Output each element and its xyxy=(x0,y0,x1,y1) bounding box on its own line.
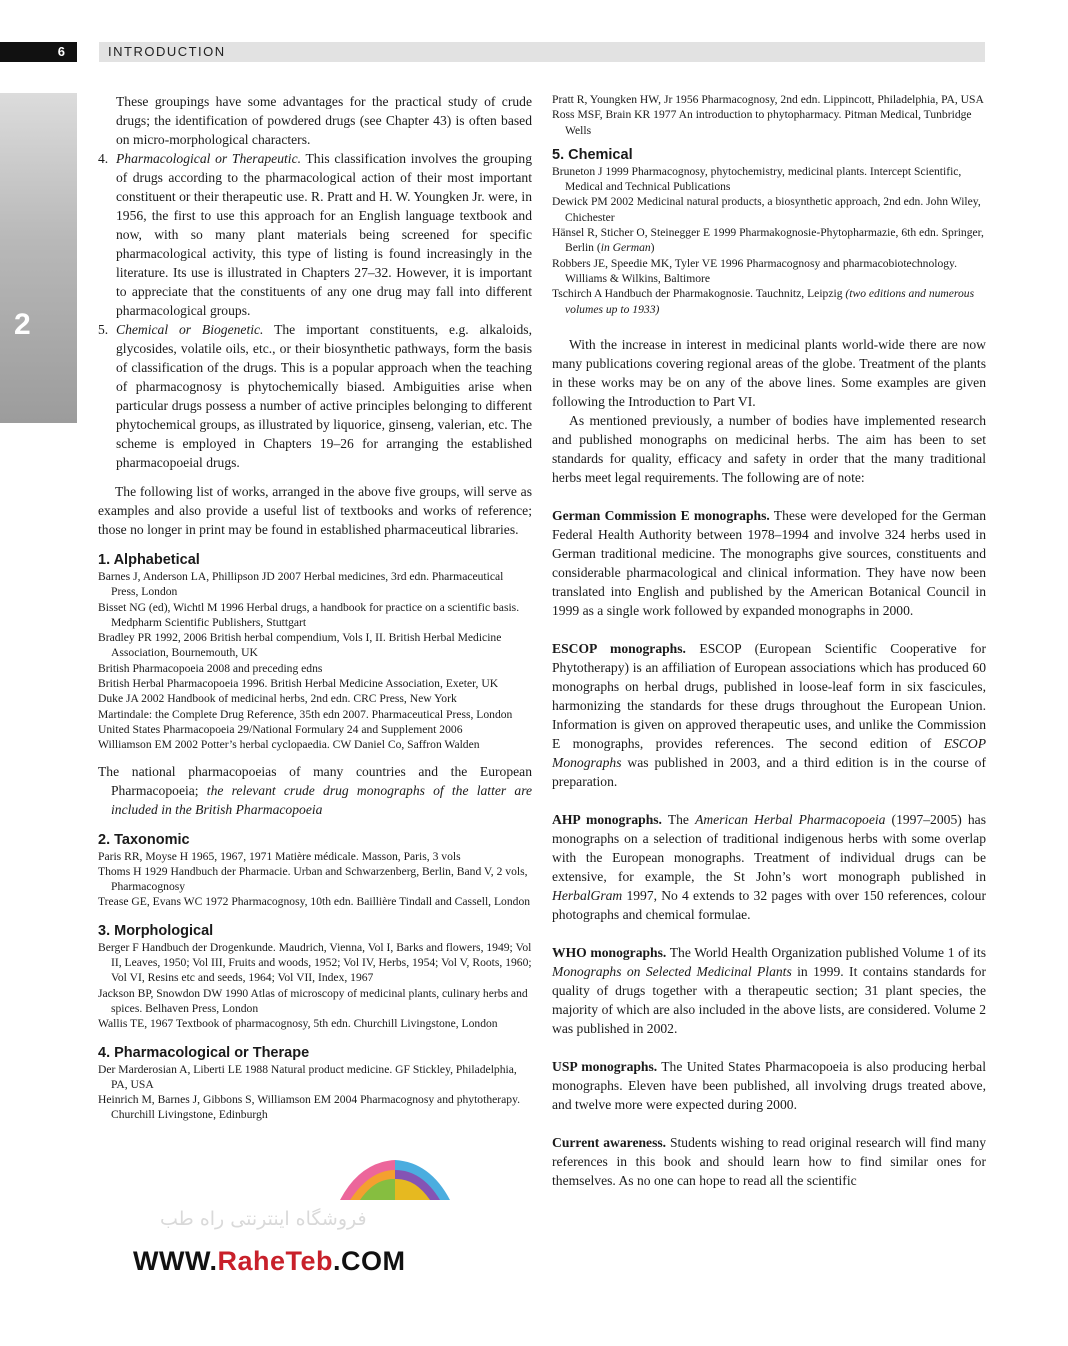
item-body xyxy=(116,320,532,472)
escop-paragraph xyxy=(552,639,986,791)
list-item-5 xyxy=(98,320,532,472)
left-column xyxy=(98,92,532,1123)
reference-item: Barnes J, Anderson LA, Phillipson JD 2007 Herbal medicines, 3rd edn. Pharmaceutical Press, London xyxy=(98,570,504,599)
item-number: 4. xyxy=(98,151,109,166)
paragraph-text: These were developed for the German Federal Health Authority between 1978–1994 and involve 324 herbs used in German traditional medicine. The monographs give sources, constituents and considerable pharmacological and clinical information. They have now been translated into English and published by the American Botanical Council in 1999 as a single work followed by expanded monographs in 2000. xyxy=(552,507,986,618)
ref-italic: (two editions and numerous volumes up to 1933) xyxy=(565,287,975,316)
reference-item xyxy=(552,225,986,256)
run-in-heading: WHO monographs. xyxy=(552,944,667,960)
reference-item: Wallis TE, 1967 Textbook of pharmacognosy, 5th edn. Churchill Livingstone, London xyxy=(98,1017,498,1031)
section-heading-taxonomic: 2. Taxonomic xyxy=(98,831,190,848)
item-lead: Pharmacological or Therapeutic. xyxy=(116,151,301,166)
paragraph-italic: HerbalGram xyxy=(552,887,623,903)
paragraph-text: ESCOP (European Scientific Cooperative for Phytotherapy) is an affiliation of European associations which has produced 60 monographs on herbal drugs, published in loose-leaf form in six fascicules, harmonizing the standards for these drugs throughout the European Union. Information is given on approved therapeutic uses, and unlike the Commission E monographs, provides references. The second edition of xyxy=(552,640,986,751)
reference-item: British Pharmacopoeia 2008 and preceding edns xyxy=(98,661,323,675)
paragraph-text: was published in 2003, and a third edition is in the course of preparation. xyxy=(552,754,986,789)
reference-item: Jackson BP, Snowdon DW 1990 Atlas of microscopy of medicinal plants, culinary herbs and spices. Belhaven Press, London xyxy=(98,986,528,1015)
item-body xyxy=(116,149,532,320)
paragraph-italic: Monographs on Selected Medicinal Plants xyxy=(552,963,792,979)
current-awareness-paragraph xyxy=(552,1133,986,1190)
paragraph-text: (1997–2005) has monographs on a selection of traditional indigenous herbs with some overlap with the European monographs. Treatment of individual drugs can be extensive, for example, the St John’s wort monograph published in xyxy=(552,811,986,884)
who-paragraph xyxy=(552,943,986,1038)
item-text: This classification involves the grouping of drugs according to the pharmacological action of their most important constituent or their therapeutic use. R. Pratt and H. W. Youngken Jr. were, in 1956, the first to use this approach for an English language textbook and now, with so many plant materials being screened for specific pharmacological activity, this type of listing is found increasingly in the literature. Its use is illustrated in Chapters 27–32. However, it is important to appreciate that the constituents of any one drug may fall into different pharmacological groups. xyxy=(116,151,532,318)
reference-item: Bradley PR 1992, 2006 British herbal compendium, Vols I, II. British Herbal Medicine Association, Bournemouth, UK xyxy=(98,631,502,660)
reference-item: Pratt R, Youngken HW, Jr 1956 Pharmacognosy, 2nd edn. Lippincott, Philadelphia, PA, USA xyxy=(552,93,984,106)
national-pharmacopoeias-note xyxy=(98,762,532,819)
reference-item: Dewick PM 2002 Medicinal natural products, a biosynthetic approach, 2nd edn. John Wiley, Chichester xyxy=(552,195,981,224)
note-italic: the relevant crude drug monographs of the latter are included in the British Pharmacopoeia xyxy=(111,782,533,817)
section-heading-alphabetical: 1. Alphabetical xyxy=(98,552,200,568)
reference-item: Bruneton J 1999 Pharmacognosy, phytochemistry, medicinal plants. Intercept Scientific, Medical and Technical Publications xyxy=(552,164,962,194)
reference-item: Williamson EM 2002 Potter’s herbal cyclopaedia. CW Daniel Co, Saffron Walden xyxy=(98,738,480,752)
watermark-url-prefix: WWW. xyxy=(133,1246,218,1276)
chapter-tab-number: 2 xyxy=(14,308,31,341)
ahp-paragraph xyxy=(552,810,986,924)
reference-item: Robbers JE, Speedie MK, Tyler VE 1996 Pharmacognosy and pharmacobiotechnology. Williams & Wilkins, Baltimore xyxy=(552,256,957,285)
section-heading-chemical: 5. Chemical xyxy=(552,146,633,163)
german-commission-paragraph xyxy=(552,506,986,620)
paragraph-text: Students wishing to read original research will find many references in this book and should learn how to find similar ones for themselves. As no one can hope to read all the scientific xyxy=(552,1134,986,1188)
intro-tail-paragraph: These groupings have some advantages for the practical study of crude drugs; the identification of powdered drugs (see Chapter 43) is often based on micro-morphological characters. xyxy=(116,94,532,147)
monographs-intro-paragraph: As mentioned previously, a number of bodies have implemented research and published monographs on medicinal herbs. The aim has been to set standards for quality, efficacy and safety in order that the many traditional herbs meet legal requirements. The following are of note: xyxy=(552,412,986,485)
header-bar xyxy=(99,42,985,62)
reference-item: Ross MSF, Brain KR 1977 An introduction to phytopharmacy. Pitman Medical, Tunbridge Wells xyxy=(552,108,972,137)
chapter-side-tab xyxy=(0,93,77,423)
item-lead: Chemical or Biogenetic. xyxy=(116,322,264,337)
note-text: The national pharmacopoeias of many countries and the European Pharmacopoeia; xyxy=(98,763,532,798)
reference-item: Berger F Handbuch der Drogenkunde. Maudrich, Vienna, Vol I, Barks and flowers, 1949; Vol II, Leaves, 1950; Vol III, Fruits and woods, 1952; Vol IV, Herbs, 1954; Vol V, Roots, 1960; Vol VI, Resins etc and seeds, 1964; Vol VII, Index, 1967 xyxy=(98,940,532,985)
run-in-heading: German Commission E monographs. xyxy=(552,507,770,523)
watermark-persian-text: فروشگاه اینترنتی راه طب xyxy=(160,1208,367,1230)
paragraph-text: in 1999. It contains standards for quality of drugs together with a therapeutic section; 31 plant species, the majority of which are also included in the above lists, are considered. Volume 2 was published in 2002. xyxy=(552,963,986,1036)
watermark-url xyxy=(133,1246,406,1277)
paragraph-text: 1997, No 4 extends to 32 pages with over 150 references, colour photographs and chemical formulae. xyxy=(552,887,986,922)
regional-publications-paragraph: With the increase in interest in medicinal plants world-wide there are now many publications covering regional areas of the globe. Treatment of the plants in these works may be on any of the above lines. Some examples are given following the Introduction to Part VI. xyxy=(552,336,986,409)
ref-text: Tschirch A Handbuch der Pharmakognosie. Tauchnitz, Leipzig xyxy=(552,287,846,301)
ref-italic: in German xyxy=(600,241,651,255)
reference-item: United States Pharmacopoeia 29/National Formulary 24 and Supplement 2006 xyxy=(98,722,463,736)
run-in-heading: ESCOP monographs. xyxy=(552,640,686,656)
reference-item: Martindale: the Complete Drug Reference, 35th edn 2007. Pharmaceutical Press, London xyxy=(98,707,513,721)
paragraph-text: The World Health Organization published Volume 1 of its xyxy=(666,944,986,960)
list-item-4 xyxy=(98,149,532,320)
paragraph-italic: ESCOP Monographs xyxy=(552,735,986,770)
section-heading-morphological: 3. Morphological xyxy=(98,922,214,939)
section-heading-pharmacological: 4. Pharmacological or Therape xyxy=(98,1044,310,1061)
run-in-heading: USP monographs. xyxy=(552,1058,658,1074)
watermark-url-suffix: .COM xyxy=(333,1246,406,1276)
ref-text: Hänsel R, Sticher O, Steinegger E 1999 Pharmakognosie-Phytopharmazie, 6th edn. Springer, Berlin ( xyxy=(552,226,984,255)
watermark-url-brand: RaheTeb xyxy=(217,1246,333,1276)
reference-item: Bisset NG (ed), Wichtl M 1996 Herbal drugs, a handbook for practice on a scientific basis. Medpharm Scientific Publishers, Stuttgart xyxy=(98,600,520,629)
reference-item xyxy=(552,286,986,317)
paragraph-text: The United States Pharmacopoeia is also producing herbal monographs. Eleven have been published, all involving drugs treated above, and twelve more were expected during 2000. xyxy=(552,1058,986,1112)
reference-item: British Herbal Pharmacopoeia 1996. British Herbal Medicine Association, Exeter, UK xyxy=(98,677,499,691)
run-in-heading: Current awareness. xyxy=(552,1134,667,1150)
ref-text-end: ) xyxy=(650,241,655,255)
reference-item: Der Marderosian A, Liberti LE 1988 Natural product medicine. GF Stickley, Philadelphia, PA, USA xyxy=(98,1062,517,1091)
page-number: 6 xyxy=(0,42,77,62)
item-text: The important constituents, e.g. alkaloids, glycosides, volatile oils, etc., or their biosynthetic pathways, form the basis of classification of the drugs. This is a popular approach when the teaching of pharmacognosy is phytochemically biased. Ambiguities arise when particular drugs possess a number of active principles belonging to different phytochemical groups, as illustrated by liquorice, ginseng, valerian, etc. The scheme is employed in Chapters 19–26 for arranging the established pharmacopoeial drugs. xyxy=(116,322,532,470)
ref-list-pharmacological xyxy=(98,1062,532,1123)
ref-list-pharmacological-continued xyxy=(552,92,986,138)
reference-item: Paris RR, Moyse H 1965, 1967, 1971 Matière médicale. Masson, Paris, 3 vols xyxy=(98,849,461,863)
right-column xyxy=(552,92,986,1190)
usp-paragraph xyxy=(552,1057,986,1114)
reference-item: Trease GE, Evans WC 1972 Pharmacognosy, 10th edn. Baillière Tindall and Cassell, London xyxy=(98,895,531,909)
reference-item: Heinrich M, Barnes J, Gibbons S, Williamson EM 2004 Pharmacognosy and phytotherapy. Churchill Livingstone, Edinburgh xyxy=(98,1093,521,1122)
running-header-title: INTRODUCTION xyxy=(108,44,226,59)
ref-list-morphological xyxy=(98,940,532,1032)
item-number: 5. xyxy=(98,322,109,337)
ref-list-alphabetical xyxy=(98,569,532,753)
list-intro-paragraph: The following list of works, arranged in the above five groups, will serve as examples and also provide a useful list of textbooks and works of reference; those no longer in print may be found in established pharmaceutical libraries. xyxy=(98,484,532,537)
reference-item: Thoms H 1929 Handbuch der Pharmacie. Urban and Schwarzenberg, Berlin, Band V, 2 vols, Pharmacognosy xyxy=(98,864,528,894)
paragraph-italic: American Herbal Pharmacopoeia xyxy=(695,811,886,827)
paragraph-text: The xyxy=(661,811,696,827)
ref-list-chemical xyxy=(552,164,986,317)
reference-item: Duke JA 2002 Handbook of medicinal herbs, 2nd edn. CRC Press, New York xyxy=(98,692,457,706)
ref-list-taxonomic xyxy=(98,849,532,910)
run-in-heading: AHP monographs. xyxy=(552,811,662,827)
